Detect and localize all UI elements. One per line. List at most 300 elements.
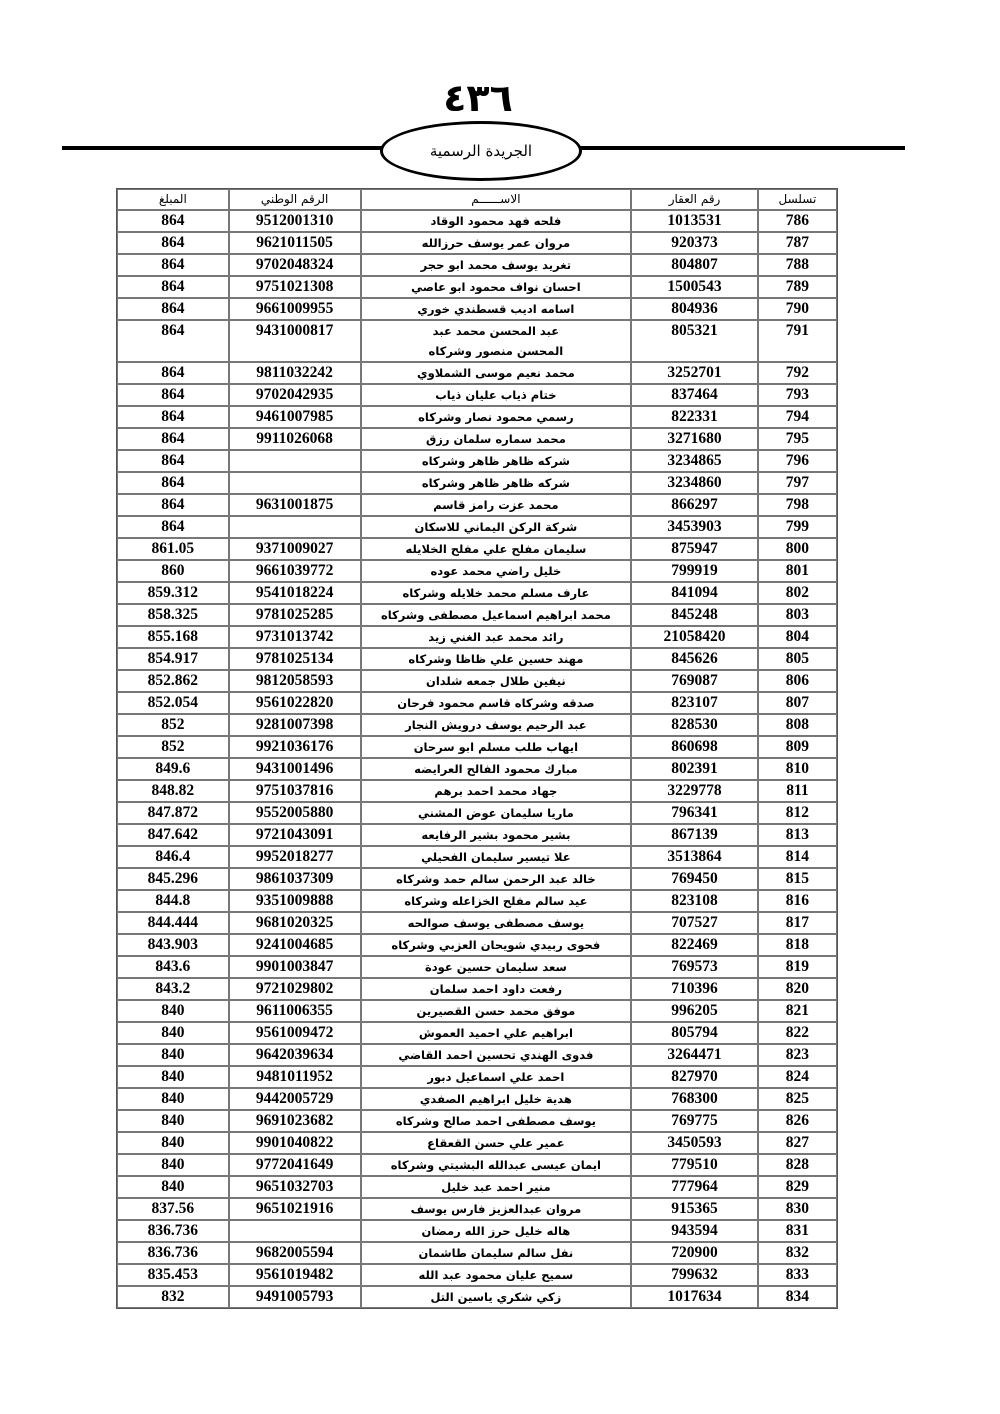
cell-property: 828530 (631, 714, 758, 736)
cell-serial: 810 (758, 758, 837, 780)
cell-property: 3264471 (631, 1044, 758, 1066)
table-row (117, 560, 837, 582)
table-row (117, 582, 837, 604)
cell-serial: 825 (758, 1088, 837, 1110)
cell-property: 3450593 (631, 1132, 758, 1154)
cell-national-id: 9731013742 (229, 626, 361, 648)
cell-name: شركه ظاهر ظاهر وشركاه (361, 450, 632, 472)
table-row (117, 912, 837, 934)
table-row (117, 210, 837, 232)
cell-amount: 836.736 (117, 1242, 229, 1264)
cell-amount: 840 (117, 1132, 229, 1154)
cell-national-id: 9552005880 (229, 802, 361, 824)
cell-name: احمد علي اسماعيل دبور (361, 1066, 632, 1088)
cell-serial: 787 (758, 232, 837, 254)
cell-property: 805794 (631, 1022, 758, 1044)
table-row (117, 692, 837, 714)
cell-serial: 806 (758, 670, 837, 692)
cell-property: 943594 (631, 1220, 758, 1242)
cell-serial: 793 (758, 384, 837, 406)
cell-amount: 852 (117, 714, 229, 736)
cell-property: 3513864 (631, 846, 758, 868)
cell-property: 802391 (631, 758, 758, 780)
cell-serial: 819 (758, 956, 837, 978)
cell-name: نيفين طلال جمعه شلدان (361, 670, 632, 692)
cell-property: 827970 (631, 1066, 758, 1088)
cell-amount: 859.312 (117, 582, 229, 604)
cell-serial: 814 (758, 846, 837, 868)
table-row (117, 1088, 837, 1110)
cell-amount: 864 (117, 406, 229, 428)
cell-name: نفل سالم سليمان طاشمان (361, 1242, 632, 1264)
cell-national-id: 9702048324 (229, 254, 361, 276)
table-row (117, 934, 837, 956)
cell-property: 1017634 (631, 1286, 758, 1308)
cell-serial: 805 (758, 648, 837, 670)
cell-property: 866297 (631, 494, 758, 516)
cell-property: 875947 (631, 538, 758, 560)
cell-name: موفق محمد حسن القصيرين (361, 1000, 632, 1022)
cell-amount: 860 (117, 560, 229, 582)
table-row (117, 780, 837, 802)
table-row (117, 276, 837, 298)
cell-serial: 832 (758, 1242, 837, 1264)
cell-amount: 864 (117, 254, 229, 276)
cell-name: ايمان عيسى عبدالله البشيتي وشركاه (361, 1154, 632, 1176)
cell-property: 769087 (631, 670, 758, 692)
cell-national-id: 9561019482 (229, 1264, 361, 1286)
cell-amount: 864 (117, 472, 229, 494)
cell-national-id: 9751037816 (229, 780, 361, 802)
cell-serial: 834 (758, 1286, 837, 1308)
table-row (117, 846, 837, 868)
cell-serial: 831 (758, 1220, 837, 1242)
cell-amount: 854.917 (117, 648, 229, 670)
cell-property: 804936 (631, 298, 758, 320)
cell-property: 841094 (631, 582, 758, 604)
table-row (117, 362, 837, 384)
cell-name: محمد سماره سلمان رزق (361, 428, 632, 450)
cell-serial: 830 (758, 1198, 837, 1220)
cell-national-id: 9781025134 (229, 648, 361, 670)
cell-amount: 835.453 (117, 1264, 229, 1286)
cell-property: 3252701 (631, 362, 758, 384)
table-row (117, 736, 837, 758)
table-row (117, 802, 837, 824)
cell-amount: 864 (117, 516, 229, 538)
cell-name: فحوى ربيدي شويحان العزبي وشركاه (361, 934, 632, 956)
cell-name: سميح عليان محمود عبد الله (361, 1264, 632, 1286)
cell-property: 799919 (631, 560, 758, 582)
cell-property: 805321 (631, 320, 758, 362)
cell-name: ماريا سليمان عوض المشني (361, 802, 632, 824)
table-row (117, 472, 837, 494)
cell-amount: 840 (117, 1066, 229, 1088)
cell-national-id: 9812058593 (229, 670, 361, 692)
cell-name: عيد سالم مفلح الخزاعله وشركاه (361, 890, 632, 912)
cell-national-id: 9691023682 (229, 1110, 361, 1132)
table-row (117, 320, 837, 362)
cell-serial: 800 (758, 538, 837, 560)
cell-serial: 816 (758, 890, 837, 912)
cell-national-id: 9751021308 (229, 276, 361, 298)
cell-serial: 808 (758, 714, 837, 736)
cell-property: 21058420 (631, 626, 758, 648)
table-row (117, 1242, 837, 1264)
table-row (117, 978, 837, 1000)
cell-national-id: 9281007398 (229, 714, 361, 736)
cell-amount: 847.642 (117, 824, 229, 846)
cell-serial: 807 (758, 692, 837, 714)
cell-name: منير احمد عبد خليل (361, 1176, 632, 1198)
cell-name: عبد المحسن محمد عبد المحسن منصور وشركاه (361, 320, 632, 362)
cell-property: 777964 (631, 1176, 758, 1198)
cell-amount: 832 (117, 1286, 229, 1308)
cell-national-id: 9651032703 (229, 1176, 361, 1198)
cell-serial: 826 (758, 1110, 837, 1132)
table-row (117, 384, 837, 406)
cell-name: سعد سليمان حسين عودة (361, 956, 632, 978)
cell-name: ايهاب طلب مسلم ابو سرحان (361, 736, 632, 758)
page-number: ٤٣٦ (443, 76, 513, 120)
table-row (117, 626, 837, 648)
cell-national-id: 9661009955 (229, 298, 361, 320)
col-name: الاســــــم (361, 189, 632, 210)
cell-property: 796341 (631, 802, 758, 824)
cell-amount: 840 (117, 1022, 229, 1044)
cell-name: سليمان مفلح علي مفلح الخلايله (361, 538, 632, 560)
table-row (117, 1220, 837, 1242)
cell-national-id: 9721029802 (229, 978, 361, 1000)
cell-national-id (229, 1220, 361, 1242)
cell-name: عبد الرحيم يوسف درويش النجار (361, 714, 632, 736)
cell-national-id: 9651021916 (229, 1198, 361, 1220)
cell-name: رفعت داود احمد سلمان (361, 978, 632, 1000)
cell-amount: 852.862 (117, 670, 229, 692)
cell-amount: 864 (117, 428, 229, 450)
table-row (117, 538, 837, 560)
cell-national-id: 9561009472 (229, 1022, 361, 1044)
cell-national-id: 9512001310 (229, 210, 361, 232)
cell-property: 860698 (631, 736, 758, 758)
cell-name: مهند حسين علي ظاظا وشركاه (361, 648, 632, 670)
payments-table (116, 188, 838, 1309)
cell-serial: 809 (758, 736, 837, 758)
cell-serial: 790 (758, 298, 837, 320)
cell-name: مروان عمر يوسف حرزالله (361, 232, 632, 254)
table-row (117, 1176, 837, 1198)
cell-serial: 821 (758, 1000, 837, 1022)
cell-national-id: 9442005729 (229, 1088, 361, 1110)
cell-national-id: 9811032242 (229, 362, 361, 384)
cell-amount: 837.56 (117, 1198, 229, 1220)
cell-name: محمد عزت رامز قاسم (361, 494, 632, 516)
cell-amount: 844.444 (117, 912, 229, 934)
table-row (117, 1066, 837, 1088)
cell-name: فدوى الهندي تحسين احمد القاضي (361, 1044, 632, 1066)
cell-serial: 801 (758, 560, 837, 582)
table-row (117, 428, 837, 450)
cell-serial: 827 (758, 1132, 837, 1154)
table-row (117, 1286, 837, 1308)
cell-serial: 802 (758, 582, 837, 604)
cell-name: ختام ذياب عليان ذياب (361, 384, 632, 406)
table-row (117, 1110, 837, 1132)
cell-national-id: 9721043091 (229, 824, 361, 846)
cell-amount: 846.4 (117, 846, 229, 868)
cell-amount: 852.054 (117, 692, 229, 714)
cell-national-id: 9642039634 (229, 1044, 361, 1066)
cell-national-id: 9621011505 (229, 232, 361, 254)
table-row (117, 450, 837, 472)
cell-name: زكي شكري ياسين التل (361, 1286, 632, 1308)
cell-national-id (229, 516, 361, 538)
cell-amount: 840 (117, 1154, 229, 1176)
cell-amount: 836.736 (117, 1220, 229, 1242)
cell-name: بشير محمود بشير الرفايعه (361, 824, 632, 846)
cell-name: تغريد يوسف محمد ابو حجر (361, 254, 632, 276)
cell-name: شركة الركن اليماني للاسكان (361, 516, 632, 538)
cell-name: خالد عبد الرحمن سالم حمد وشركاه (361, 868, 632, 890)
cell-name: فلحه فهد محمود الوقاد (361, 210, 632, 232)
cell-amount: 864 (117, 494, 229, 516)
cell-property: 837464 (631, 384, 758, 406)
cell-serial: 820 (758, 978, 837, 1000)
cell-amount: 864 (117, 232, 229, 254)
cell-property: 3453903 (631, 516, 758, 538)
cell-name: عارف مسلم محمد خلايله وشركاه (361, 582, 632, 604)
cell-national-id: 9461007985 (229, 406, 361, 428)
col-property: رقم العقار (631, 189, 758, 210)
cell-property: 769450 (631, 868, 758, 890)
col-national-id: الرقم الوطني (229, 189, 361, 210)
cell-property: 707527 (631, 912, 758, 934)
cell-name: رسمي محمود نصار وشركاه (361, 406, 632, 428)
cell-name: محمد ابراهيم اسماعيل مصطفى وشركاه (361, 604, 632, 626)
cell-property: 768300 (631, 1088, 758, 1110)
cell-national-id: 9481011952 (229, 1066, 361, 1088)
cell-amount: 840 (117, 1088, 229, 1110)
cell-serial: 804 (758, 626, 837, 648)
cell-amount: 864 (117, 384, 229, 406)
publication-title: الجريدة الرسمية (429, 142, 533, 160)
cell-name: علا تيسير سليمان الفحيلي (361, 846, 632, 868)
table-row (117, 232, 837, 254)
cell-property: 823108 (631, 890, 758, 912)
cell-property: 3234860 (631, 472, 758, 494)
cell-property: 710396 (631, 978, 758, 1000)
cell-national-id (229, 472, 361, 494)
cell-national-id: 9781025285 (229, 604, 361, 626)
cell-serial: 829 (758, 1176, 837, 1198)
col-amount: المبلغ (117, 189, 229, 210)
cell-serial: 823 (758, 1044, 837, 1066)
cell-property: 996205 (631, 1000, 758, 1022)
cell-serial: 794 (758, 406, 837, 428)
cell-serial: 799 (758, 516, 837, 538)
cell-serial: 797 (758, 472, 837, 494)
cell-amount: 864 (117, 362, 229, 384)
cell-property: 1013531 (631, 210, 758, 232)
cell-serial: 803 (758, 604, 837, 626)
cell-amount: 843.903 (117, 934, 229, 956)
cell-name: رائد محمد عبد الغني زيد (361, 626, 632, 648)
table-row (117, 1198, 837, 1220)
cell-national-id: 9491005793 (229, 1286, 361, 1308)
cell-amount: 840 (117, 1000, 229, 1022)
cell-national-id: 9901003847 (229, 956, 361, 978)
cell-property: 769573 (631, 956, 758, 978)
table-row (117, 868, 837, 890)
cell-national-id: 9702042935 (229, 384, 361, 406)
cell-national-id: 9661039772 (229, 560, 361, 582)
cell-serial: 792 (758, 362, 837, 384)
col-serial: تسلسل (758, 189, 837, 210)
table-row (117, 298, 837, 320)
cell-amount: 843.2 (117, 978, 229, 1000)
cell-name: صدقه وشركاه قاسم محمود فرحان (361, 692, 632, 714)
cell-serial: 813 (758, 824, 837, 846)
cell-serial: 789 (758, 276, 837, 298)
table-row (117, 1132, 837, 1154)
cell-name: خليل راضي محمد عوده (361, 560, 632, 582)
cell-national-id: 9921036176 (229, 736, 361, 758)
cell-amount: 864 (117, 450, 229, 472)
cell-national-id: 9371009027 (229, 538, 361, 560)
cell-property: 3271680 (631, 428, 758, 450)
cell-amount: 861.05 (117, 538, 229, 560)
cell-name: يوسف مصطفى يوسف صوالحه (361, 912, 632, 934)
cell-name: اسامه اديب قسطندي خوري (361, 298, 632, 320)
table-row (117, 670, 837, 692)
cell-amount: 840 (117, 1110, 229, 1132)
cell-national-id: 9241004685 (229, 934, 361, 956)
cell-national-id: 9561022820 (229, 692, 361, 714)
cell-serial: 822 (758, 1022, 837, 1044)
cell-amount: 840 (117, 1044, 229, 1066)
cell-name: محمد نعيم موسى الشملاوي (361, 362, 632, 384)
cell-property: 804807 (631, 254, 758, 276)
cell-name: جهاد محمد احمد برهم (361, 780, 632, 802)
cell-amount: 852 (117, 736, 229, 758)
cell-national-id: 9631001875 (229, 494, 361, 516)
cell-property: 845626 (631, 648, 758, 670)
cell-name: هاله خليل حرز الله رمضان (361, 1220, 632, 1242)
cell-amount: 858.325 (117, 604, 229, 626)
cell-serial: 788 (758, 254, 837, 276)
cell-property: 769775 (631, 1110, 758, 1132)
table-row (117, 406, 837, 428)
cell-property: 915365 (631, 1198, 758, 1220)
cell-national-id: 9901040822 (229, 1132, 361, 1154)
cell-property: 3229778 (631, 780, 758, 802)
table-row (117, 516, 837, 538)
cell-serial: 818 (758, 934, 837, 956)
cell-property: 867139 (631, 824, 758, 846)
table-row (117, 604, 837, 626)
cell-serial: 815 (758, 868, 837, 890)
cell-serial: 824 (758, 1066, 837, 1088)
table-row (117, 254, 837, 276)
cell-national-id: 9952018277 (229, 846, 361, 868)
cell-serial: 828 (758, 1154, 837, 1176)
cell-property: 822469 (631, 934, 758, 956)
cell-amount: 864 (117, 210, 229, 232)
cell-national-id: 9351009888 (229, 890, 361, 912)
cell-amount: 864 (117, 276, 229, 298)
cell-serial: 812 (758, 802, 837, 824)
cell-property: 822331 (631, 406, 758, 428)
cell-serial: 791 (758, 320, 837, 362)
cell-name: هدية خليل ابراهيم الصفدي (361, 1088, 632, 1110)
cell-serial: 795 (758, 428, 837, 450)
cell-name: شركه ظاهر ظاهر وشركاه (361, 472, 632, 494)
cell-property: 845248 (631, 604, 758, 626)
cell-property: 823107 (631, 692, 758, 714)
cell-amount: 845.296 (117, 868, 229, 890)
cell-serial: 811 (758, 780, 837, 802)
cell-national-id: 9431000817 (229, 320, 361, 362)
cell-serial: 796 (758, 450, 837, 472)
table-row (117, 890, 837, 912)
cell-name: عمير علي حسن القعقاع (361, 1132, 632, 1154)
cell-amount: 840 (117, 1176, 229, 1198)
cell-name: احسان نواف محمود ابو عاصي (361, 276, 632, 298)
table-row (117, 1264, 837, 1286)
cell-amount: 848.82 (117, 780, 229, 802)
cell-national-id: 9682005594 (229, 1242, 361, 1264)
table-row (117, 1022, 837, 1044)
cell-amount: 849.6 (117, 758, 229, 780)
cell-national-id (229, 450, 361, 472)
cell-property: 920373 (631, 232, 758, 254)
cell-serial: 798 (758, 494, 837, 516)
table-row (117, 824, 837, 846)
table-header-row (117, 189, 837, 210)
table-row (117, 714, 837, 736)
table-row (117, 494, 837, 516)
cell-national-id: 9541018224 (229, 582, 361, 604)
cell-amount: 843.6 (117, 956, 229, 978)
cell-property: 720900 (631, 1242, 758, 1264)
cell-amount: 844.8 (117, 890, 229, 912)
cell-serial: 786 (758, 210, 837, 232)
cell-property: 1500543 (631, 276, 758, 298)
publication-badge (380, 121, 582, 181)
cell-national-id: 9431001496 (229, 758, 361, 780)
cell-national-id: 9611006355 (229, 1000, 361, 1022)
cell-amount: 864 (117, 298, 229, 320)
cell-property: 799632 (631, 1264, 758, 1286)
cell-national-id: 9772041649 (229, 1154, 361, 1176)
cell-name: يوسف مصطفى احمد صالح وشركاه (361, 1110, 632, 1132)
cell-national-id: 9861037309 (229, 868, 361, 890)
table-row (117, 1044, 837, 1066)
table-row (117, 758, 837, 780)
cell-amount: 855.168 (117, 626, 229, 648)
table-row (117, 648, 837, 670)
cell-national-id: 9911026068 (229, 428, 361, 450)
cell-national-id: 9681020325 (229, 912, 361, 934)
cell-name: مبارك محمود الفالح العرايضه (361, 758, 632, 780)
table-row (117, 956, 837, 978)
cell-property: 779510 (631, 1154, 758, 1176)
cell-amount: 864 (117, 320, 229, 362)
table-row (117, 1000, 837, 1022)
cell-serial: 833 (758, 1264, 837, 1286)
cell-amount: 847.872 (117, 802, 229, 824)
cell-property: 3234865 (631, 450, 758, 472)
